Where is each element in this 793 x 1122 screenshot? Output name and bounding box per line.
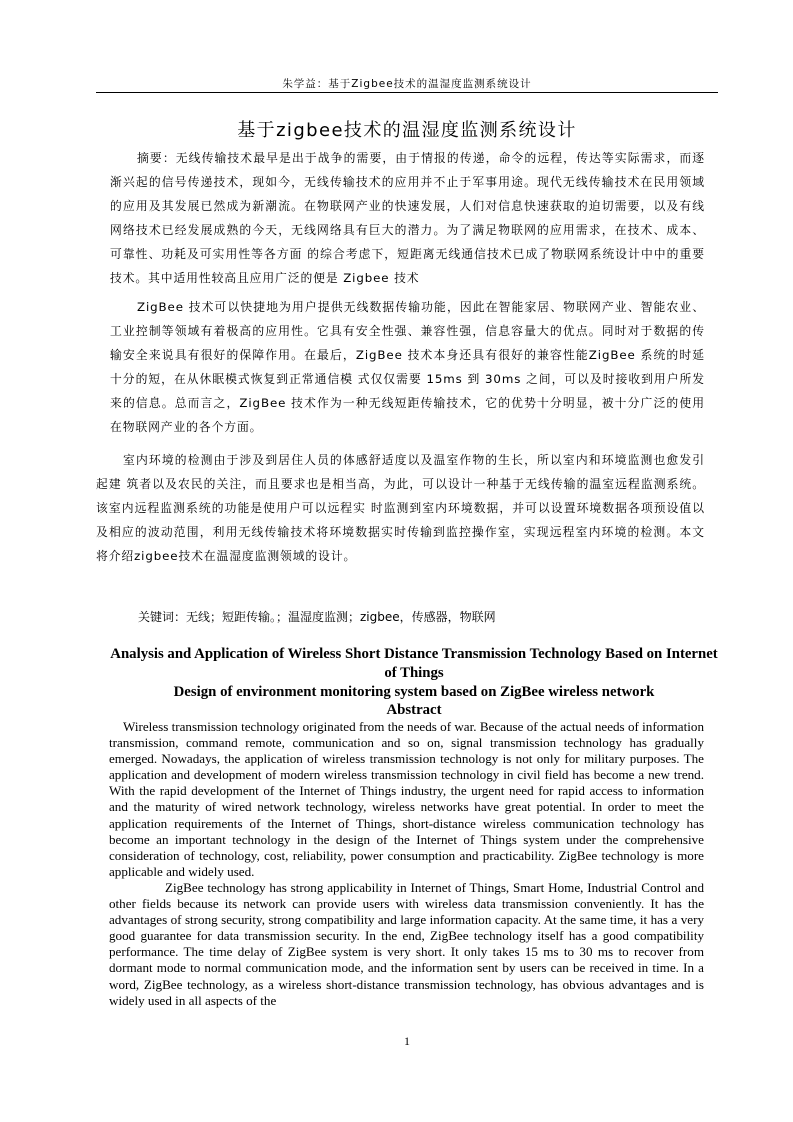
abstract-cn-paragraph-2: ZigBee 技术可以快捷地为用户提供无线数据传输功能，因此在智能家居、物联网产业、智能农业、工业控制等领域有着极高的应用性。它具有安全性强、兼容性强，信息容量大的优点。同时对于数据的传输安全来说具有很好的保障作用。在最后，ZigBee 技术本身还具有很好的兼容性能ZigBee 系统的时延十分的短，在从休眠模式恢复到正常通信模 式仅仅需要 15ms 到 30ms 之间，可以及时接收到用户所发来的信息。总而言之，ZigBee 技术作为一种无线短距传输技术，它的优势十分明显，被十分广泛的使用在物联网产业的各个方面。 [110,300,705,434]
abstract-cn-paragraph-1: 摘要：无线传输技术最早是出于战争的需要，由于情报的传递，命令的远程，传达等实际需求，而逐渐兴起的信号传递技术，现如今，无线传输技术的应用并不止于军事用途。现代无线传输技术在民用领域的应用及其发展已然成为新潮流。在物联网产业的快速发展，人们对信息快速获取的迫切需要，以及有线网络技术已经发展成熟的今天，无线网络具有巨大的潜力。为了满足物联网的应用需求，在技术、成本、可靠性、功耗及可实用性等各方面 的综合考虑下，短距离无线通信技术已成了物联网系统设计中中的重要技术。其中适用性较高且应用广泛的便是 Zigbee 技术 [110,151,705,285]
english-title: Analysis and Application of Wireless Short Distance Transmission Technology Based on Internet of Things [110,646,718,681]
running-header: 朱学益：基于Zigbee技术的温湿度监测系统设计 [282,78,532,90]
header-rule [96,92,718,93]
english-subtitle: Design of environment monitoring system based on ZigBee wireless network [173,684,655,700]
keywords: 关键词：无线；短距传输。；温湿度监测；zigbee，传感器，物联网 [138,610,496,624]
paper-title: 基于zigbee技术的温湿度监测系统设计 [237,120,577,141]
abstract-heading: Abstract [386,702,442,718]
abstract-en-paragraph-1: Wireless transmission technology originated from the needs of war. Because of the actual needs of information transmission, command remote, communication and so on, signal transmission technology has gradually emerged. Nowadays, the application of wireless transmission technology is not only for military purposes. The application and development of modern wireless transmission technology in civil field has become a new trend. With the rapid development of the Internet of Things industry, the urgent need for rapid access to information and the maturity of wired network technology, wireless networks have great potential. In order to meet the application requirements of the Internet of Things, short-distance wireless communication technology has become an important technology in the design of the Internet of Things system under the comprehensive consideration of technology, cost, reliability, power consumption and practicability. ZigBee technology is more applicable and widely used. [109,719,704,879]
page-number: 1 [404,1034,410,1048]
abstract-cn-paragraph-3: 室内环境的检测由于涉及到居住人员的体感舒适度以及温室作物的生长，所以室内和环境监测也愈发引起建 筑者以及农民的关注，而且要求也是相当高，为此，可以设计一种基于无线传输的温室远程监测系统。该室内远程监测系统的功能是使用户可以远程实 时监测到室内环境数据，并可以设置环境数据各项预设值以及相应的波动范围，利用无线传输技术将环境数据实时传输到监控操作室，实现远程室内环境的检测。本文将介绍zigbee技术在温湿度监测领域的设计。 [96,453,705,563]
abstract-en-paragraph-2: ZigBee technology has strong applicability in Internet of Things, Smart Home, Industrial Control and other fields because its network can provide users with wireless data transmission conveniently. It has the advantages of strong security, strong compatibility and large information capacity. At the same time, it has a very good guarantee for data transmission security. In the end, ZigBee technology itself has a good compatibility performance. The time delay of ZigBee system is very short. It only takes 15 ms to 30 ms to recover from dormant mode to normal communication mode, and the information sent by users can be received in time. In a word, ZigBee technology, as a wireless short-distance transmission technology, has obvious advantages and is widely used in all aspects of the [109,880,704,1008]
